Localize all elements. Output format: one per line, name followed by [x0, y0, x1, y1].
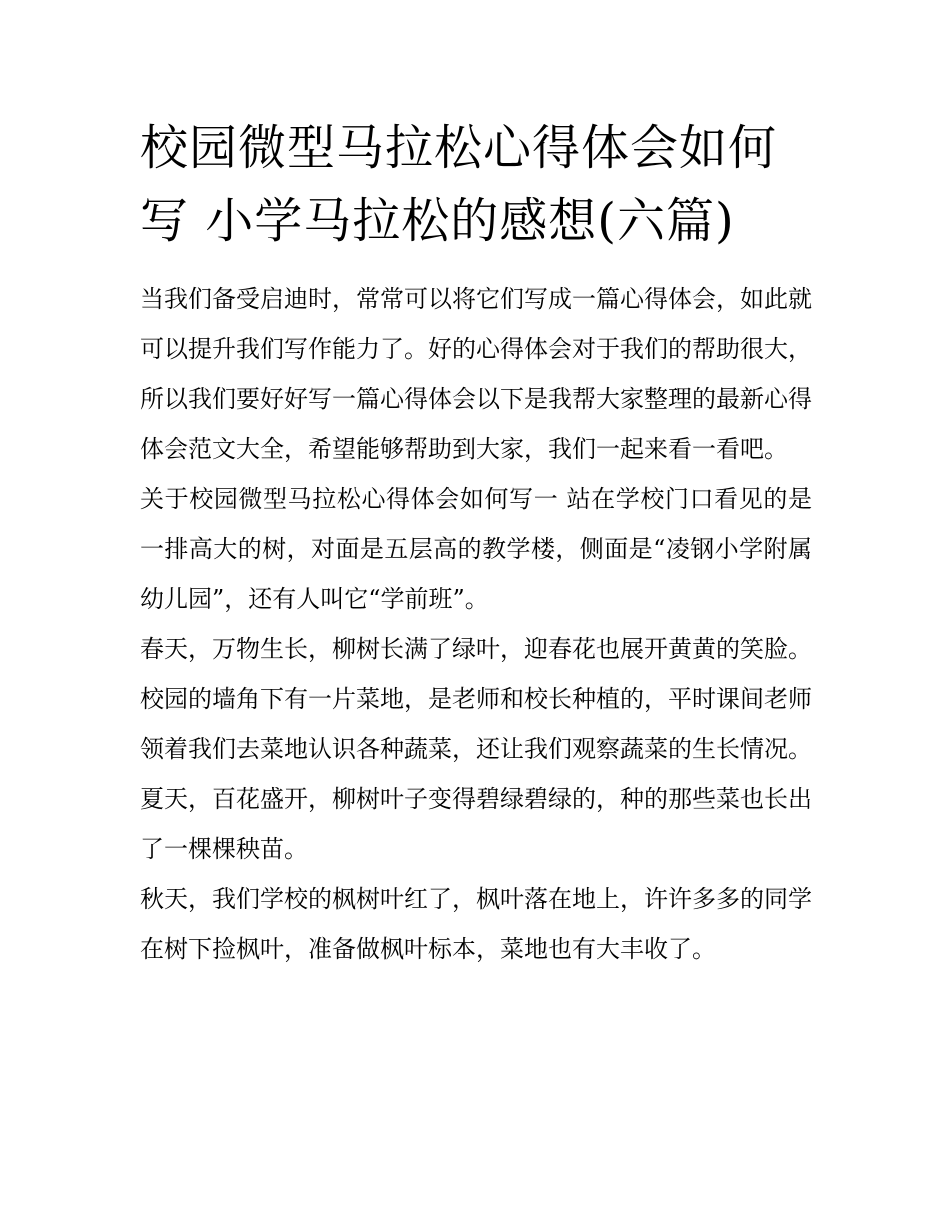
paragraph-summer: 夏天，百花盛开，柳树叶子变得碧绿碧绿的，种的那些菜也长出了一棵棵秧苗。	[140, 785, 812, 863]
document-title: 校园微型马拉松心得体会如何写 小学马拉松的感想(六篇)	[140, 120, 778, 249]
paragraph-autumn: 秋天，我们学校的枫树叶红了，枫叶落在地上，许许多多的同学在树下捡枫叶，准备做枫叶标本，菜地也有大丰收了。	[140, 885, 812, 963]
paragraph-spring: 春天，万物生长，柳树长满了绿叶，迎春花也展开黄黄的笑脸。校园的墙角下有一片菜地，是老师和校长种植的，平时课间老师领着我们去菜地认识各种蔬菜，还让我们观察蔬菜的生长情况。	[140, 635, 812, 763]
paragraph-school-gate: 关于校园微型马拉松心得体会如何写一 站在学校门口看见的是一排高大的树，对面是五层高的教学楼，侧面是“凌钢小学附属幼儿园”，还有人叫它“学前班”。	[140, 485, 812, 613]
paragraph-intro: 当我们备受启迪时，常常可以将它们写成一篇心得体会，如此就可以提升我们写作能力了。好的心得体会对于我们的帮助很大，所以我们要好好写一篇心得体会以下是我帮大家整理的最新心得体会范文大全，希望能够帮助到大家，我们一起来看一看吧。	[140, 285, 812, 463]
